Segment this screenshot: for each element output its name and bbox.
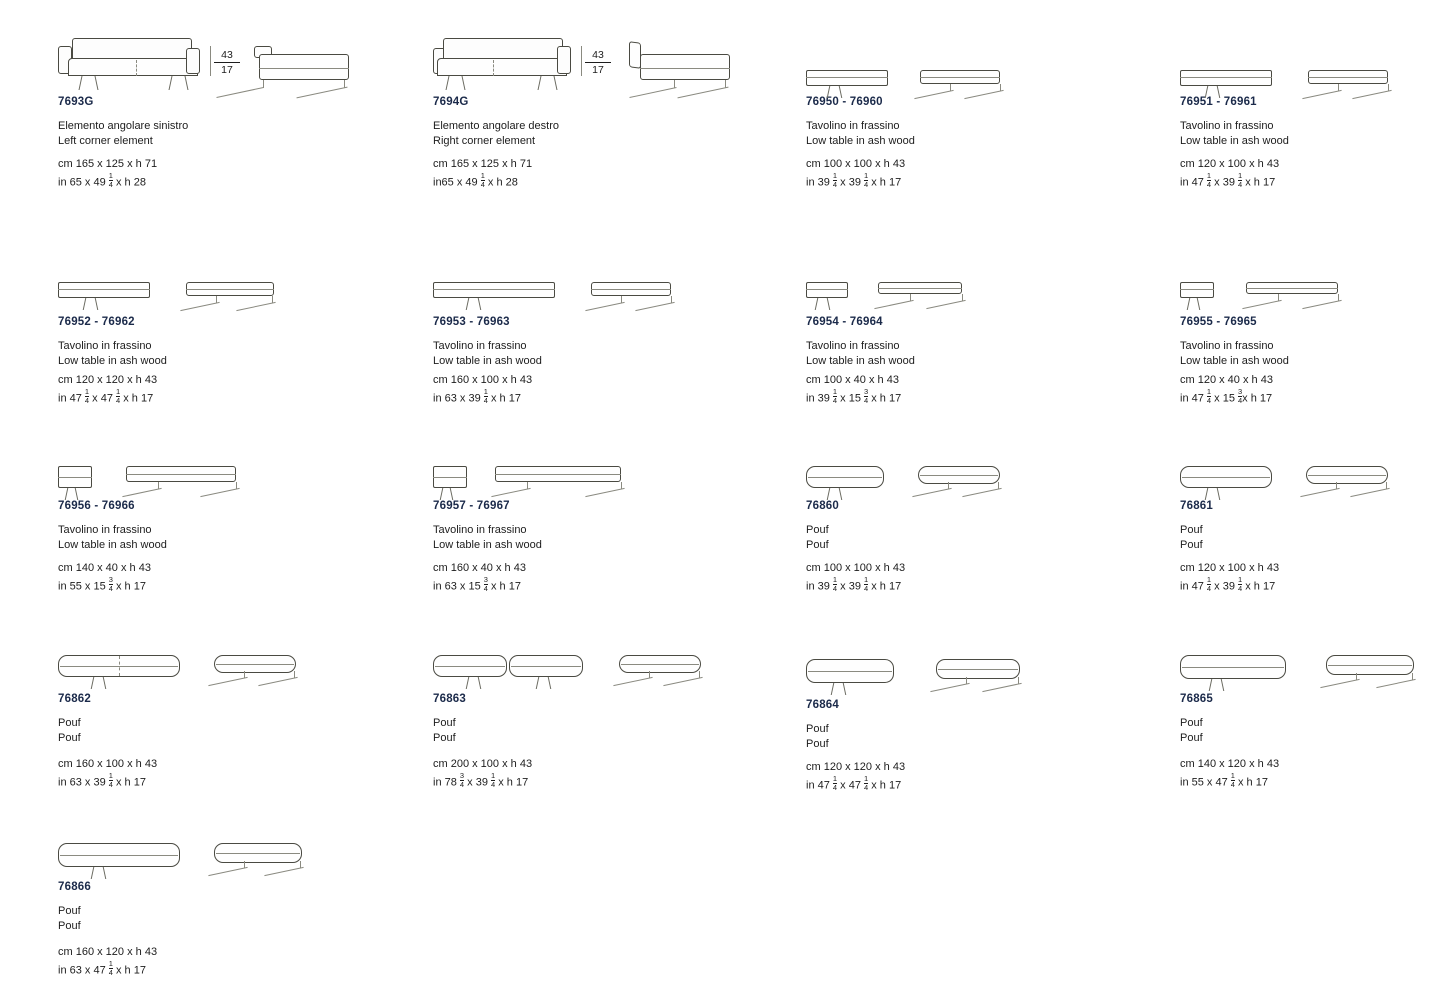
pouf-edge (435, 666, 505, 667)
product-drawing-76955 (1180, 258, 1289, 316)
pouf-leg (91, 677, 95, 689)
product-code: 76861 (1180, 500, 1213, 512)
perspective-edge (878, 288, 962, 289)
perspective-leg (874, 300, 913, 309)
product-desc-en: Low table in ash wood (58, 539, 167, 551)
product-dim-in: in 63 x 15 $\frac{3}{4}$ x h 17 (433, 575, 521, 593)
perspective-leg (930, 683, 969, 692)
product-dim-cm: cm 160 x 40 x h 43 (433, 562, 526, 574)
product-code: 76865 (1180, 693, 1213, 705)
product-entry (806, 24, 915, 191)
perspective-leg (663, 677, 702, 686)
dimension-line (581, 46, 582, 76)
perspective-leg-post (236, 482, 237, 489)
perspective-edge (216, 853, 300, 854)
product-desc-en: Pouf (806, 738, 829, 750)
product-dim-cm: cm 160 x 100 x h 43 (58, 758, 158, 770)
perspective-leg (236, 302, 275, 311)
table-leg (440, 488, 444, 500)
sofa-arm-right (557, 46, 571, 74)
perspective-leg-post (300, 861, 301, 868)
table-top (433, 282, 555, 298)
product-code: 76956 - 76966 (58, 500, 135, 512)
product-dim-in: in 63 x 39 $\frac{1}{4}$ x h 17 (433, 387, 521, 405)
product-dim-cm: cm 140 x 40 x h 43 (58, 562, 151, 574)
table-edge (58, 289, 150, 290)
product-entry (433, 24, 604, 191)
product-desc-it: Pouf (433, 717, 456, 729)
product-dim-cm: cm 160 x 120 x h 43 (58, 946, 158, 958)
product-drawing-76862 (58, 635, 157, 693)
product-code: 76952 - 76962 (58, 316, 135, 328)
perspective-edge (216, 664, 294, 665)
product-dim-cm: cm 120 x 120 x h 43 (806, 761, 906, 773)
product-desc-en: Low table in ash wood (433, 539, 542, 551)
product-dim-in: in 63 x 39 $\frac{1}{4}$ x h 17 (58, 771, 146, 789)
product-desc-en: Pouf (1180, 732, 1203, 744)
pouf-leg (536, 677, 540, 689)
table-leg (83, 298, 87, 310)
product-dim-in: in 47 $\frac{1}{4}$ x 47 $\frac{1}{4}$ x h 17 (806, 774, 902, 792)
table-leg (478, 298, 482, 310)
table-edge (806, 289, 848, 290)
product-code: 76863 (433, 693, 466, 705)
perspective-leg (1302, 300, 1341, 309)
product-entry (433, 635, 532, 791)
pouf-edge (60, 855, 178, 856)
perspective-leg-post (1000, 84, 1001, 91)
sofa-backrest (443, 38, 563, 60)
product-drawing-76863 (433, 635, 532, 693)
table-edge (806, 77, 888, 78)
perspective-leg-post (1386, 482, 1387, 489)
perspective-body (640, 54, 730, 80)
product-desc-en: Low table in ash wood (806, 355, 915, 367)
product-entry (58, 258, 167, 407)
product-entry (1180, 258, 1289, 407)
perspective-leg-post (216, 296, 217, 303)
product-dim-cm: cm 100 x 40 x h 43 (806, 374, 899, 386)
table-edge (433, 477, 467, 478)
table-leg (466, 298, 470, 310)
perspective-leg-post (1018, 677, 1019, 684)
product-dim-cm: cm 120 x 100 x h 43 (1180, 562, 1280, 574)
perspective-leg-post (674, 80, 675, 88)
perspective-leg-post (244, 671, 245, 678)
product-desc-it: Tavolino in frassino (806, 340, 900, 352)
perspective-edge (186, 289, 274, 290)
perspective-edge (920, 77, 1000, 78)
product-dim-cm: cm 120 x 40 x h 43 (1180, 374, 1273, 386)
pouf-leg (1209, 679, 1213, 691)
perspective-leg (912, 488, 951, 497)
perspective-leg (585, 302, 624, 311)
pouf-leg (466, 677, 470, 689)
perspective-leg-post (1338, 84, 1339, 91)
product-code: 76862 (58, 693, 91, 705)
perspective-edge (938, 669, 1018, 670)
product-dim-in: in 55 x 15 $\frac{3}{4}$ x h 17 (58, 575, 146, 593)
perspective-leg (914, 90, 953, 99)
pouf-leg (1205, 488, 1209, 500)
perspective-leg-post (998, 482, 999, 489)
sofa-leg (185, 76, 189, 90)
product-code: 76953 - 76963 (433, 316, 510, 328)
product-dim-cm: cm 200 x 100 x h 43 (433, 758, 533, 770)
pouf-leg (103, 867, 107, 879)
product-dim-in: in 47 $\frac{1}{4}$ x 39 $\frac{1}{4}$ x h 17 (1180, 171, 1276, 189)
product-drawing-76864 (806, 635, 905, 699)
product-desc-it: Pouf (1180, 524, 1203, 536)
product-desc-it: Elemento angolare sinistro (58, 120, 189, 132)
product-desc-en: Low table in ash wood (433, 355, 542, 367)
perspective-leg (1376, 679, 1415, 688)
product-desc-it: Pouf (806, 524, 829, 536)
perspective-edge (621, 664, 699, 665)
perspective-leg-post (527, 482, 528, 489)
product-drawing-76860 (806, 442, 905, 500)
center-dash (493, 60, 494, 76)
pouf-leg (103, 677, 107, 689)
pouf-leg (827, 488, 831, 500)
perspective-leg (982, 683, 1021, 692)
perspective-edge (1308, 475, 1386, 476)
perspective-leg-post (699, 671, 700, 678)
product-dim-in: in 39 $\frac{1}{4}$ x 15 $\frac{3}{4}$ x h 17 (806, 387, 902, 405)
table-leg (1187, 298, 1191, 310)
perspective-edge (640, 68, 730, 69)
perspective-leg (1300, 488, 1339, 497)
perspective-leg (964, 90, 1003, 99)
perspective-leg-post (158, 482, 159, 489)
perspective-leg-post (1338, 294, 1339, 301)
product-desc-en: Low table in ash wood (1180, 355, 1289, 367)
product-dim-cm: cm 165 x 125 x h 71 (433, 158, 533, 170)
product-dim-cm: cm 165 x 125 x h 71 (58, 158, 158, 170)
product-entry (58, 635, 157, 791)
product-dim-cm: cm 120 x 100 x h 43 (1180, 158, 1280, 170)
sofa-seat (437, 58, 567, 76)
product-drawing-76954 (806, 258, 915, 316)
product-desc-en: Pouf (1180, 539, 1203, 551)
product-code: 7693G (58, 96, 94, 108)
perspective-leg-post (948, 482, 949, 489)
perspective-leg-post (1356, 673, 1357, 680)
perspective-edge (495, 474, 621, 475)
product-desc-it: Pouf (58, 905, 81, 917)
height-dimension: 43 17 (214, 48, 240, 77)
perspective-leg (629, 87, 676, 98)
perspective-leg (1302, 90, 1341, 99)
product-dim-cm: cm 100 x 100 x h 43 (806, 158, 906, 170)
perspective-leg (677, 87, 728, 99)
product-code: 76950 - 76960 (806, 96, 883, 108)
table-top (806, 70, 888, 86)
product-entry (58, 823, 157, 979)
perspective-leg (1242, 300, 1281, 309)
product-entry (58, 442, 167, 595)
perspective-leg (264, 867, 303, 876)
product-drawing-76952 (58, 258, 167, 316)
product-drawing-76865 (1180, 635, 1279, 693)
product-desc-en: Right corner element (433, 135, 536, 147)
perspective-leg (635, 302, 674, 311)
product-entry (1180, 24, 1289, 191)
perspective-leg-post (671, 296, 672, 303)
product-dim-in: in 55 x 47 $\frac{1}{4}$ x h 17 (1180, 771, 1268, 789)
product-entry (433, 258, 542, 407)
center-dash (119, 656, 120, 676)
product-dim-in: in 47 $\frac{1}{4}$ x 47 $\frac{1}{4}$ x h 17 (58, 387, 154, 405)
pouf-leg (478, 677, 482, 689)
product-entry (58, 24, 233, 191)
product-dim-in: in 65 x 49 $\frac{1}{4}$ x h 28 (58, 171, 146, 189)
perspective-leg-post (263, 80, 264, 88)
perspective-leg-post (621, 296, 622, 303)
product-drawing-76951 (1180, 24, 1289, 96)
dimension-line (210, 46, 211, 76)
pouf-leg (1217, 488, 1221, 500)
product-desc-en: Low table in ash wood (58, 355, 167, 367)
product-dim-cm: cm 100 x 100 x h 43 (806, 562, 906, 574)
sofa-leg (554, 76, 558, 90)
product-entry (1180, 635, 1279, 791)
perspective-leg-post (294, 671, 295, 678)
product-entry (433, 442, 542, 595)
perspective-edge (1246, 288, 1338, 289)
product-desc-it: Tavolino in frassino (58, 340, 152, 352)
product-code: 76864 (806, 699, 839, 711)
pouf-edge (1182, 477, 1270, 478)
table-leg (65, 488, 69, 500)
perspective-leg (926, 300, 965, 309)
perspective-leg-post (1412, 673, 1413, 680)
product-code: 7694G (433, 96, 469, 108)
table-top (58, 282, 150, 298)
pouf-edge (511, 666, 581, 667)
perspective-leg-post (344, 80, 345, 88)
product-dim-in: in 47 $\frac{1}{4}$ x 39 $\frac{1}{4}$ x h 17 (1180, 575, 1276, 593)
table-leg (815, 298, 819, 310)
product-code: 76860 (806, 500, 839, 512)
table-leg (75, 488, 79, 500)
product-dim-cm: cm 140 x 120 x h 43 (1180, 758, 1280, 770)
product-desc-it: Tavolino in frassino (433, 340, 527, 352)
product-desc-it: Tavolino in frassino (58, 524, 152, 536)
product-entry (806, 442, 905, 595)
perspective-edge (1308, 77, 1388, 78)
sofa-leg (446, 76, 450, 90)
perspective-leg (216, 87, 263, 98)
perspective-edge (126, 474, 236, 475)
perspective-leg-post (966, 677, 967, 684)
product-drawing-76953 (433, 258, 542, 316)
perspective-leg-post (244, 861, 245, 868)
product-code: 76951 - 76961 (1180, 96, 1257, 108)
sofa-leg (95, 76, 99, 90)
pouf-edge (808, 477, 882, 478)
table-edge (58, 477, 92, 478)
product-dim-cm: cm 120 x 120 x h 43 (58, 374, 158, 386)
perspective-body (259, 54, 349, 80)
perspective-leg-post (962, 294, 963, 301)
perspective-edge (920, 475, 998, 476)
product-desc-en: Left corner element (58, 135, 153, 147)
perspective-leg (258, 677, 297, 686)
sofa-arm-right (186, 48, 200, 74)
product-dim-in: in 39 $\frac{1}{4}$ x 39 $\frac{1}{4}$ x h 17 (806, 171, 902, 189)
product-desc-it: Pouf (806, 723, 829, 735)
product-drawing-7694G (433, 24, 604, 96)
perspective-leg-post (725, 80, 726, 88)
product-dim-in: in 78 $\frac{3}{4}$ x 39 $\frac{1}{4}$ x h 17 (433, 771, 529, 789)
perspective-edge (259, 68, 349, 69)
pouf-edge (1182, 667, 1284, 668)
product-desc-en: Low table in ash wood (1180, 135, 1289, 147)
product-drawing-76950 (806, 24, 915, 96)
product-drawing-76866 (58, 823, 157, 881)
height-dimension: 43 17 (585, 48, 611, 77)
table-edge (1180, 77, 1272, 78)
perspective-leg-post (621, 482, 622, 489)
product-desc-en: Pouf (433, 732, 456, 744)
product-desc-en: Low table in ash wood (806, 135, 915, 147)
perspective-leg (491, 488, 530, 497)
product-desc-it: Tavolino in frassino (806, 120, 900, 132)
perspective-leg (208, 677, 247, 686)
sofa-leg (462, 76, 466, 90)
perspective-leg-post (950, 84, 951, 91)
perspective-leg (180, 302, 219, 311)
perspective-leg (1320, 679, 1359, 688)
product-code: 76954 - 76964 (806, 316, 883, 328)
product-dim-in: in 39 $\frac{1}{4}$ x 39 $\frac{1}{4}$ x h 17 (806, 575, 902, 593)
perspective-leg-post (910, 294, 911, 301)
pouf-leg (839, 488, 843, 500)
product-entry (806, 635, 905, 794)
pouf-edge (808, 671, 892, 672)
pouf-leg (1221, 679, 1225, 691)
sofa-seat (68, 58, 198, 76)
perspective-leg-post (1388, 84, 1389, 91)
table-top (1180, 282, 1214, 298)
table-leg (1197, 298, 1201, 310)
product-drawing-7693G (58, 24, 233, 96)
table-leg (450, 488, 454, 500)
pouf-leg (843, 683, 847, 695)
perspective-leg (1352, 90, 1391, 99)
perspective-leg-post (272, 296, 273, 303)
perspective-edge (591, 289, 671, 290)
product-entry (806, 258, 915, 407)
center-dash (136, 60, 137, 76)
product-desc-en: Pouf (806, 539, 829, 551)
perspective-leg-post (649, 671, 650, 678)
product-drawing-76861 (1180, 442, 1279, 500)
product-entry (1180, 442, 1279, 595)
perspective-leg (613, 677, 652, 686)
perspective-leg (585, 488, 624, 497)
product-dim-in: in65 x 49 $\frac{1}{4}$ x h 28 (433, 171, 518, 189)
sofa-backrest (72, 38, 192, 60)
table-leg (95, 298, 99, 310)
perspective-leg (962, 488, 1001, 497)
product-drawing-76957 (433, 442, 542, 500)
table-edge (1180, 289, 1214, 290)
product-code: 76955 - 76965 (1180, 316, 1257, 328)
table-leg (827, 298, 831, 310)
product-code: 76866 (58, 881, 91, 893)
product-code: 76957 - 76967 (433, 500, 510, 512)
perspective-leg-post (1278, 294, 1279, 301)
table-edge (433, 289, 555, 290)
perspective-leg (1350, 488, 1389, 497)
pouf-leg (548, 677, 552, 689)
sofa-leg (169, 76, 173, 90)
perspective-leg (122, 488, 161, 497)
product-desc-it: Tavolino in frassino (1180, 120, 1274, 132)
table-top (1180, 70, 1272, 86)
perspective-edge (1328, 665, 1412, 666)
pouf-leg (831, 683, 835, 695)
perspective-leg (200, 488, 239, 497)
product-desc-it: Pouf (58, 717, 81, 729)
product-desc-it: Tavolino in frassino (433, 524, 527, 536)
pouf-leg (91, 867, 95, 879)
sofa-leg (79, 76, 83, 90)
product-desc-en: Pouf (58, 732, 81, 744)
table-top (806, 282, 848, 298)
perspective-leg-post (1336, 482, 1337, 489)
product-dim-in: in 47 $\frac{1}{4}$ x 15 $\frac{3}{4}$ x h 17 (1180, 387, 1273, 405)
product-desc-en: Pouf (58, 920, 81, 932)
perspective-leg (296, 87, 347, 99)
product-desc-it: Pouf (1180, 717, 1203, 729)
product-dim-cm: cm 160 x 100 x h 43 (433, 374, 533, 386)
product-drawing-76956 (58, 442, 167, 500)
product-dim-in: in 63 x 47 $\frac{1}{4}$ x h 17 (58, 959, 146, 977)
product-desc-it: Elemento angolare destro (433, 120, 559, 132)
perspective-leg (208, 867, 247, 876)
sofa-leg (538, 76, 542, 90)
product-desc-it: Tavolino in frassino (1180, 340, 1274, 352)
